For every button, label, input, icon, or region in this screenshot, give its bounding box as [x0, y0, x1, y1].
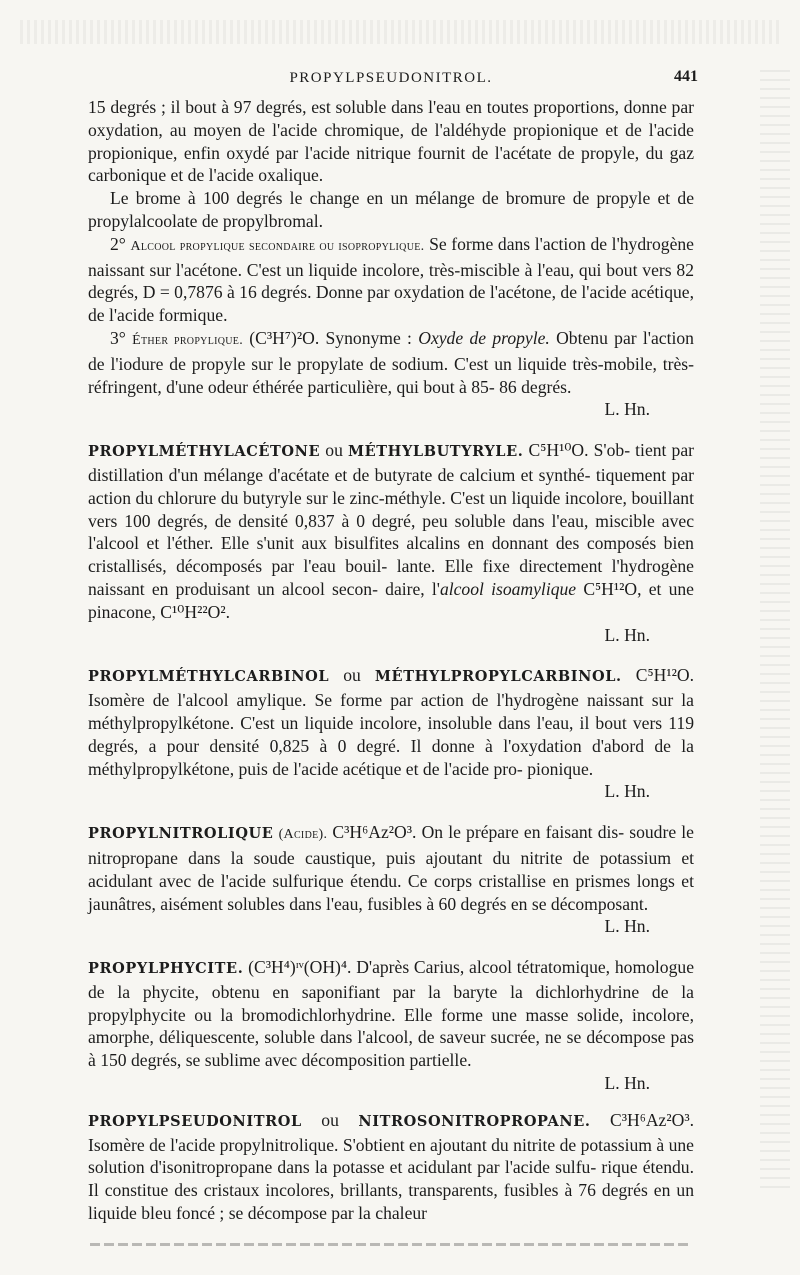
text-line: à une solution d'isonitropropane dans la potasse et acidulant par l'acide sulfu-	[88, 1134, 694, 1178]
text-line: tiquement par action du chlorure du butyryle sur le zinc-méthyle. C'est un	[88, 464, 694, 508]
paragraph-bromine	[88, 187, 694, 233]
text-line: fusibles à 76 degrés en un liquide bleu foncé ; se décompose par la chaleur	[88, 1180, 694, 1224]
spacer	[88, 938, 694, 956]
entry-propylmethylcarbinol	[88, 664, 694, 780]
entry-alt-title: NITROSONITROPROPANE.	[358, 1112, 591, 1130]
text-line: de l'hydrogène naissant sur l'acétone. C'est un liquide incolore, très-miscible à	[88, 233, 694, 280]
text-line: tient par distillation d'un mélange d'acétate et de butyrate de calcium et synthé-	[88, 440, 695, 485]
chemical-formula: (C³H⁷)²O.	[249, 327, 320, 348]
text-line: de propyle, du gaz carbonique et de l'acide oxalique.	[88, 142, 695, 186]
scan-noise-top	[20, 20, 780, 44]
text-line: S'ob-	[593, 440, 631, 461]
chemical-formula: C³H⁶Az²O³.	[609, 1109, 695, 1130]
spacer	[88, 421, 694, 439]
entry-conjunction: ou	[325, 440, 343, 461]
entry-propylmethylacetone	[88, 439, 694, 623]
chemical-formula: C⁵H¹²O.	[635, 665, 694, 686]
text-line: incolore, amorphe, déliquescente, soluble dans l'alcool, de saveur sucrée, ne	[88, 1004, 694, 1048]
entry-title: PROPYLMÉTHYLCARBINOL	[88, 668, 330, 686]
spacer	[88, 803, 694, 821]
text-line: On le prépare en faisant dis-	[421, 822, 625, 843]
entry-conjunction: ou	[343, 665, 361, 686]
page-body	[88, 96, 694, 1225]
text-fragment: daire, l'	[385, 578, 440, 599]
book-page	[88, 66, 698, 1225]
text-line: 15 degrés ; il bout à 97 degrés, est soluble dans l'eau en toutes proportions,	[88, 97, 619, 117]
text-line: la méthylpropylkétone. C'est un liquide incolore, insoluble dans l'eau, il bout	[88, 690, 694, 733]
text-line: donne par oxydation, au moyen de l'acide chromique, de l'aldéhyde propionique	[88, 97, 694, 140]
entry-title: PROPYLPSEUDONITROL	[88, 1112, 302, 1130]
spacer	[88, 646, 694, 664]
entry-propylphycite	[88, 956, 694, 1072]
author-signature: L. Hn.	[604, 624, 650, 645]
text-line: l'eau, qui bout vers 82 degrés, D = 0,7876 à 16 degrés. Donne par oxydation	[88, 259, 694, 303]
entry-alt-title: MÉTHYLPROPYLCARBINOL.	[374, 668, 622, 686]
text-line: pionique.	[527, 758, 594, 779]
text-line: vers 119 degrés, a pour densité 0,825 à 0 degré. Il donne à l'oxydation	[88, 712, 695, 756]
chemical-formula: C³H⁶Az²O³.	[332, 822, 417, 843]
text-line: Obtenu	[556, 327, 608, 348]
synonym-name: Oxyde de propyle.	[418, 327, 550, 348]
text-line: rique étendu. Il constitue des cristaux incolores, brillants, transparents,	[88, 1157, 695, 1201]
entry-propylpseudonitrol	[88, 1109, 694, 1225]
page-number: 441	[674, 68, 698, 85]
text-line: et de l'acide propionique, enfin oxydé par l'acide nitrique fournit de l'acétate	[88, 119, 694, 163]
entry-title: PROPYLPHYCITE.	[88, 960, 244, 978]
entry-title: PROPYLMÉTHYLACÉTONE	[88, 443, 321, 461]
chemical-formula: C⁵H¹⁰O.	[528, 440, 589, 461]
text-line: soluble dans l'eau, miscible avec l'alcool et l'éther. Elle s'unit aux bisulfites	[88, 510, 694, 554]
text-line: Isomère de l'alcool amylique. Se forme par action de l'hydrogène naissant sur	[88, 690, 674, 711]
text-line: de propylalcoolate de propylbromal.	[88, 188, 694, 231]
chemical-formula: (C³H⁴)ᶦᵛ(OH)⁴.	[248, 957, 352, 978]
text-line: de la propylphycite ou la bromodichlorhydrine. Elle forme une masse solide,	[88, 981, 694, 1025]
running-title: PROPYLPSEUDONITROL.	[289, 70, 493, 86]
entry-alt-title: MÉTHYLBUTYRYLE.	[347, 443, 524, 461]
entry-conjunction: ou	[321, 1109, 339, 1130]
text-line: en se décomposant.	[510, 893, 649, 914]
entry-qualifier: (Acide).	[278, 827, 328, 843]
text-line: liquide incolore, bouillant vers 100 degrés, de densité 0,837 à 0 degré, peu	[88, 487, 694, 531]
text-line: se décompose pas à 150 degrés, se sublime avec décomposition partielle.	[88, 1027, 694, 1071]
section-number: 3°	[110, 327, 126, 348]
scan-noise-bottom	[90, 1243, 690, 1246]
section-heading: Éther propylique.	[132, 332, 243, 348]
running-header	[88, 66, 698, 96]
entry-propylnitrolic-acid	[88, 821, 694, 915]
paragraph-continuation	[88, 96, 694, 187]
paragraph-secondary-alcohol	[88, 233, 694, 327]
text-line: soudre le nitropropane dans la soude caustique, puis ajoutant du nitrite de	[88, 822, 694, 868]
text-line: par l'action de l'iodure de propyle sur le propylate de sodium. C'est un liquide	[88, 327, 694, 374]
author-signature: L. Hn.	[604, 1073, 650, 1094]
text-line: d'abord de la méthylpropylkétone, puis de l'acide acétique et de l'acide pro-	[88, 735, 694, 779]
text-line: Isomère de l'acide propylnitrolique. S'obtient en ajoutant du nitrite de potassium	[88, 1134, 652, 1155]
text-line: potassium et acidulant avec de l'acide sulfurique étendu. Ce corps cristallise	[88, 847, 695, 891]
text-line: lante. Elle fixe directement l'hydrogène naissant en produisant un alcool secon-	[88, 556, 694, 599]
scan-noise-margin	[760, 70, 790, 1190]
section-number: 2°	[110, 233, 126, 254]
text-line: D'après Carius, alcool tétratomique,	[356, 957, 611, 978]
text-line: C⁵H¹²O, et une pinacone, C¹⁰H²²O².	[88, 578, 694, 622]
text-line: Se forme dans l'action	[429, 233, 586, 254]
author-signature: L. Hn.	[604, 781, 650, 802]
author-signature: L. Hn.	[604, 399, 650, 420]
text-line: homologue de la phycite, obtenu en saponifiant par la baryte la dichlorhydrine	[88, 957, 695, 1002]
spacer	[88, 1095, 694, 1109]
synonym-label: Synonyme :	[325, 327, 412, 348]
text-line: alcalins en donnant des composés bien cristallisés, décomposés par l'eau bouil-	[88, 533, 694, 577]
section-heading: Alcool propylique secondaire ou isopropylique.	[130, 238, 425, 254]
author-signature: L. Hn.	[604, 916, 650, 937]
entry-title: PROPYLNITROLIQUE	[88, 825, 274, 843]
text-line: 86 degrés.	[499, 376, 572, 397]
text-line: de l'acétone, de l'acide acétique, de l'acide formique.	[88, 282, 694, 326]
text-line: très-mobile, très-réfringent, d'une odeur éthérée particulière, qui bout à 85-	[88, 353, 694, 397]
compound-name: alcool isoamylique	[439, 578, 577, 599]
text-line: Le brome à 100 degrés le change en un mélange de bromure de propyle et	[110, 188, 671, 209]
text-line: en prismes longs et jaunâtres, aisément solubles dans l'eau, fusibles à 60 degrés	[88, 870, 695, 914]
paragraph-propyl-ether	[88, 327, 694, 398]
